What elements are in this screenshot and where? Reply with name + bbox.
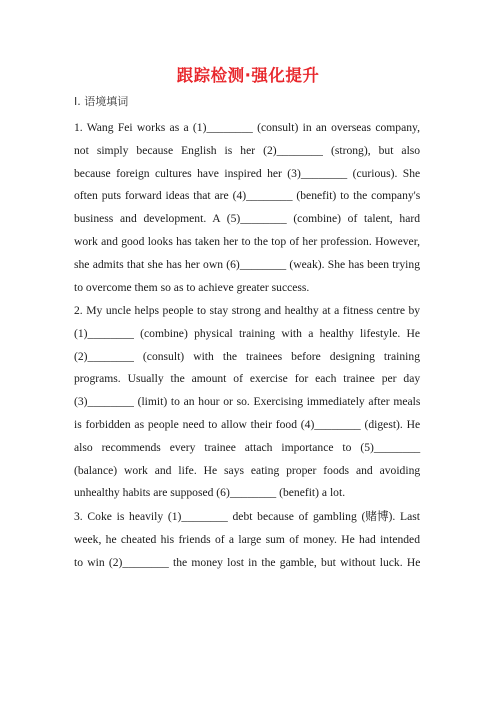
text-line: often puts forward ideas that are (4)________ (benefit) to the company's: [74, 189, 421, 203]
text-line: because foreign cultures have inspired her (3)________ (curious). She: [74, 166, 421, 180]
text-line: 1. Wang Fei works as a (1)________ (consult) in an overseas company,: [74, 121, 420, 134]
exercise-3: [74, 506, 420, 574]
section-heading: Ⅰ. 语境填词: [74, 95, 129, 108]
text-line: (2)________ (consult) with the trainees before designing training: [74, 349, 420, 363]
text-line: (1)________ (combine) physical training with a healthy lifestyle. He: [74, 326, 421, 340]
text-line: she admits that she has her own (6)________ (weak). She has been trying: [74, 257, 420, 271]
text-line: 3. Coke is heavily (1)________ debt because of gambling (赌博). Last: [74, 510, 420, 523]
page-title: 跟踪检测·强化提升: [176, 66, 320, 85]
text-line: not simply because English is her (2)________ (strong), but also: [74, 143, 421, 157]
text-line: (3)________ (limit) to an hour or so. Exercising immediately after meals: [74, 395, 421, 409]
text-line: to overcome them so as to achieve greater success.: [74, 280, 310, 294]
text-line: work and good looks has taken her to the top of her profession. However,: [74, 234, 420, 248]
text-line: week, he cheated his friends of a large sum of money. He had intended: [74, 532, 420, 546]
text-line: also recommends every trainee attach importance to (5)________: [74, 440, 421, 454]
text-line: (balance) work and life. He says eating proper foods and avoiding: [74, 463, 421, 477]
text-line: 2. My uncle helps people to stay strong and healthy at a fitness centre by: [74, 304, 421, 317]
text-line: unhealthy habits are supposed (6)________ (benefit) a lot.: [74, 486, 346, 500]
exercise-2: [74, 300, 420, 505]
text-line: to win (2)________ the money lost in the gamble, but without luck. He: [74, 555, 421, 569]
text-line: programs. Usually the amount of exercise for each trainee per day: [74, 372, 421, 386]
text-line: is forbidden as people need to allow their food (4)________ (digest). He: [74, 417, 421, 431]
exercise-1: [74, 117, 420, 299]
text-line: business and development. A (5)________ (combine) of talent, hard: [74, 212, 420, 226]
